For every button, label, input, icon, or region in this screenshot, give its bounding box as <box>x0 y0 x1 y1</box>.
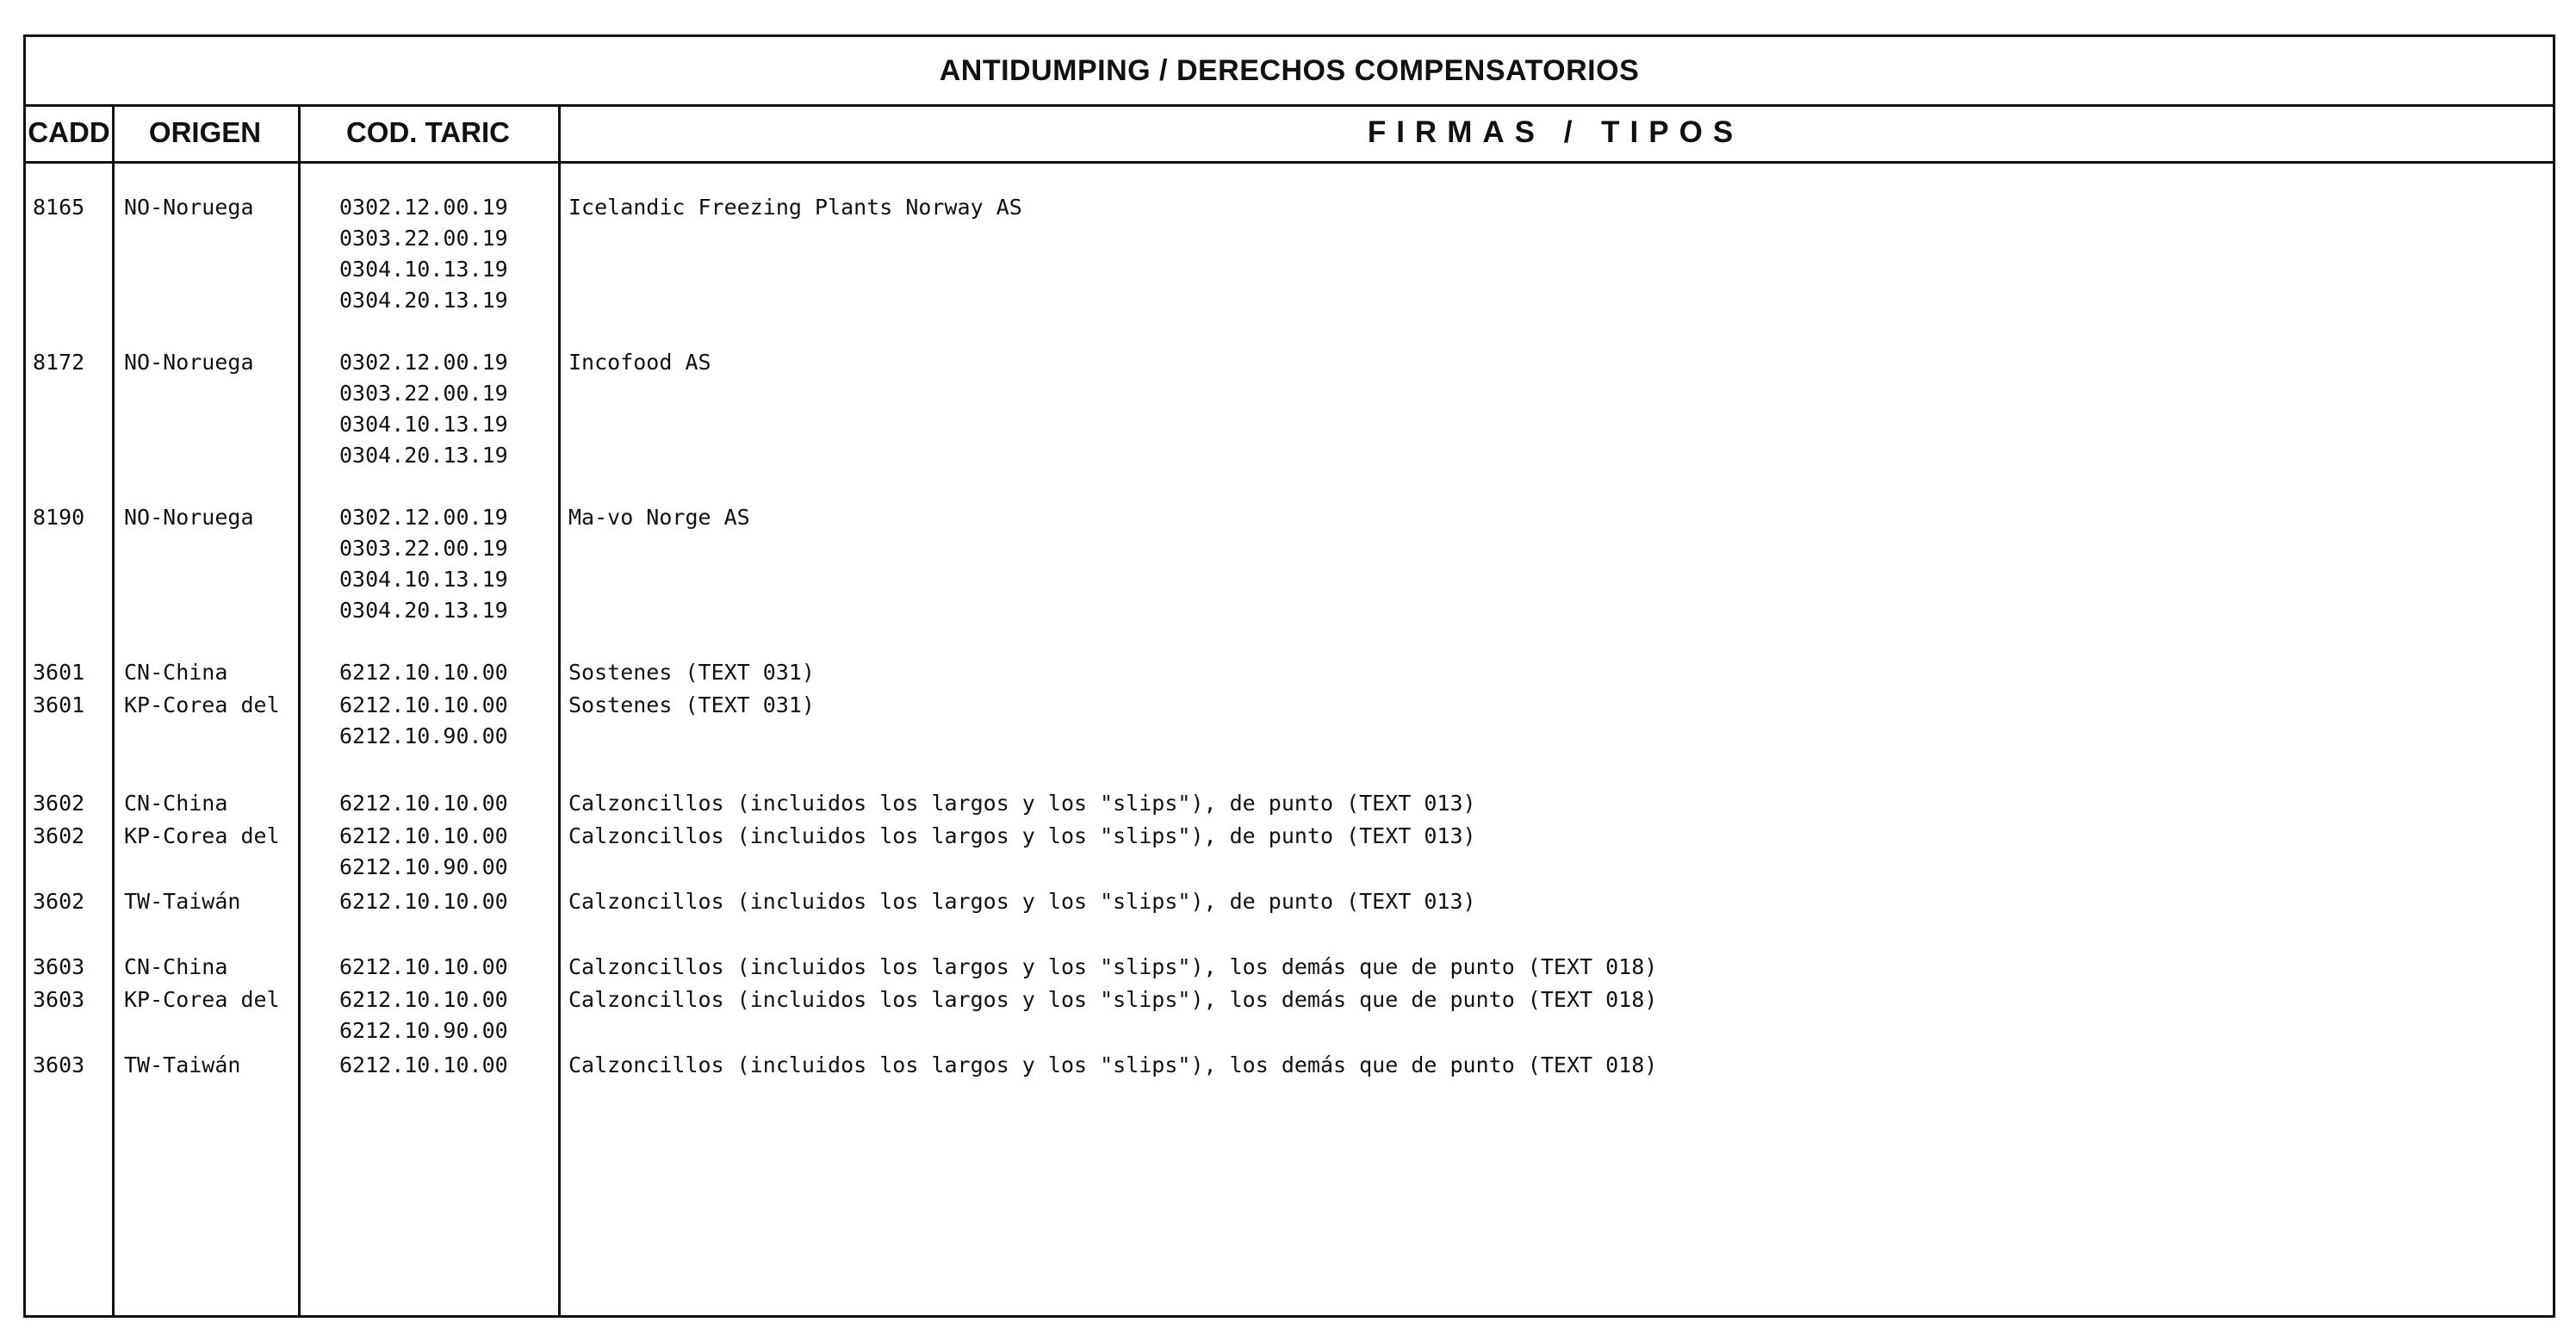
firma-cell: Calzoncillos (incluidos los largos y los "slips"), los demás que de punto (TEXT 018) <box>568 1052 1658 1077</box>
taric-code: 6212.10.10.00 <box>339 889 508 914</box>
taric-code: 6212.10.90.00 <box>339 1018 508 1043</box>
firma-cell: Icelandic Freezing Plants Norway AS <box>568 195 1022 220</box>
taric-code: 6212.10.10.00 <box>339 823 508 848</box>
taric-code: 0304.10.13.19 <box>339 412 508 437</box>
firma-cell: Calzoncillos (incluidos los largos y los "slips"), de punto (TEXT 013) <box>568 889 1476 914</box>
taric-code: 0302.12.00.19 <box>339 505 508 530</box>
taric-code: 0304.20.13.19 <box>339 598 508 623</box>
header-firmas: FIRMAS / TIPOS <box>1367 115 1744 149</box>
firma-cell: Incofood AS <box>568 350 711 375</box>
cadd-cell: 3602 <box>33 889 85 914</box>
firma-cell: Calzoncillos (incluidos los largos y los "slips"), de punto (TEXT 013) <box>568 791 1476 816</box>
taric-code: 6212.10.10.00 <box>339 660 508 685</box>
origen-cell: KP-Corea del <box>124 987 280 1012</box>
cadd-cell: 3603 <box>33 987 85 1012</box>
origen-cell: KP-Corea del <box>124 692 280 717</box>
taric-code: 6212.10.10.00 <box>339 987 508 1012</box>
firma-cell: Ma-vo Norge AS <box>568 505 750 530</box>
cadd-cell: 8172 <box>33 350 85 375</box>
title-row <box>26 37 2553 107</box>
taric-code: 0303.22.00.19 <box>339 381 508 406</box>
origen-cell: TW-Taiwán <box>124 889 241 914</box>
taric-code: 6212.10.90.00 <box>339 723 508 748</box>
taric-code: 6212.10.90.00 <box>339 854 508 879</box>
cadd-cell: 3601 <box>33 692 85 717</box>
origen-cell: NO-Noruega <box>124 350 254 375</box>
header-row <box>26 104 2553 164</box>
taric-code: 0304.20.13.19 <box>339 443 508 468</box>
header-cod-taric: COD. TARIC <box>345 116 511 148</box>
firma-cell: Calzoncillos (incluidos los largos y los "slips"), los demás que de punto (TEXT 018) <box>568 954 1658 979</box>
cadd-cell: 3601 <box>33 660 85 685</box>
taric-code: 6212.10.10.00 <box>339 954 508 979</box>
firma-cell: Calzoncillos (incluidos los largos y los "slips"), los demás que de punto (TEXT 018) <box>568 987 1658 1012</box>
taric-code: 0303.22.00.19 <box>339 536 508 561</box>
origen-cell: CN-China <box>124 660 228 685</box>
firma-cell: Calzoncillos (incluidos los largos y los "slips"), de punto (TEXT 013) <box>568 823 1476 848</box>
taric-code: 0304.10.13.19 <box>339 257 508 282</box>
taric-code: 6212.10.10.00 <box>339 692 508 717</box>
cadd-cell: 3602 <box>33 823 85 848</box>
cadd-cell: 8165 <box>33 195 85 220</box>
cadd-cell: 3603 <box>33 1052 85 1077</box>
cadd-cell: 3602 <box>33 791 85 816</box>
firma-cell: Sostenes (TEXT 031) <box>568 692 815 717</box>
taric-code: 0302.12.00.19 <box>339 350 508 375</box>
firma-cell: Sostenes (TEXT 031) <box>568 660 815 685</box>
cadd-cell: 8190 <box>33 505 85 530</box>
taric-code: 0302.12.00.19 <box>339 195 508 220</box>
header-origen: ORIGEN <box>148 116 262 148</box>
origen-cell: NO-Noruega <box>124 195 254 220</box>
header-cadd: CADD <box>28 116 110 148</box>
taric-code: 0303.22.00.19 <box>339 226 508 251</box>
cadd-cell: 3603 <box>33 954 85 979</box>
column-divider <box>558 104 561 1318</box>
page-title: ANTIDUMPING / DERECHOS COMPENSATORIOS <box>939 53 1640 87</box>
taric-code: 0304.20.13.19 <box>339 288 508 313</box>
taric-code: 6212.10.10.00 <box>339 1052 508 1077</box>
column-divider <box>112 104 115 1318</box>
taric-code: 6212.10.10.00 <box>339 791 508 816</box>
origen-cell: NO-Noruega <box>124 505 254 530</box>
origen-cell: CN-China <box>124 954 228 979</box>
document-table <box>23 34 2555 1318</box>
origen-cell: TW-Taiwán <box>124 1052 241 1077</box>
column-divider <box>298 104 301 1318</box>
origen-cell: KP-Corea del <box>124 823 280 848</box>
taric-code: 0304.10.13.19 <box>339 567 508 592</box>
origen-cell: CN-China <box>124 791 228 816</box>
